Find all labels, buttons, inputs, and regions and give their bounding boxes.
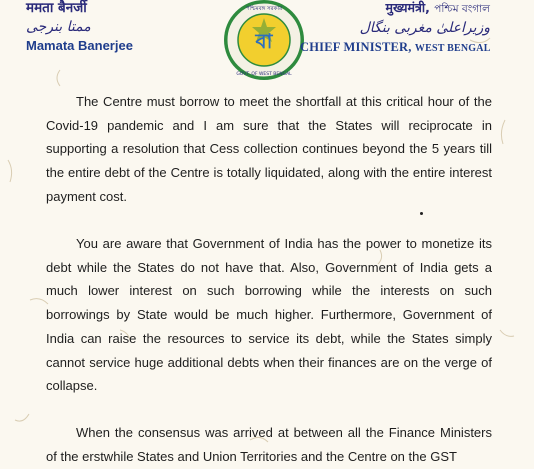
- name-english: Mamata Banerjee: [26, 38, 133, 53]
- emblem-top-text: পশ্চিমবঙ্গ সরকার: [245, 6, 283, 12]
- paragraph-1: The Centre must borrow to meet the shortfall at this critical hour of the Covid-19 pandemic and I am sure that the States will reciprocate in supporting a resolution that Cess collection continues beyond the 5 years till the entire debt of the Centre is totally liquidated, along with the entire interest payment cost.: [46, 94, 492, 204]
- ink-speck: [420, 212, 423, 215]
- paragraph-2: You are aware that Government of India has the power to monetize its debt while the States do not have that. Also, Government of India gets a much lower interest on such borrowing while the interests on such borrowings by State would be much higher. Furthermore, Government of India can raise the resources to service its debt, while the States simply cannot service huge additional debts when their finances are on the verge of collapse.: [46, 236, 492, 394]
- title-bengali: পশ্চিম বংগাল: [434, 3, 490, 15]
- letterhead-left: [26, 0, 196, 54]
- emblem-bottom-text: GOVT. OF WEST BENGAL: [236, 72, 292, 77]
- letter-body: [46, 90, 492, 469]
- name-urdu: ممتا بنرجی: [26, 19, 91, 35]
- title-urdu: وزیراعلیٰ مغربی بنگال: [359, 20, 490, 36]
- title-english-state: WEST BENGAL: [414, 43, 491, 54]
- title-hindi: मुख्यमंत्री,: [385, 0, 430, 15]
- title-hindi-row: [300, 0, 490, 17]
- government-emblem: [222, 0, 306, 82]
- paragraph-3: When the consensus was arrived at between all the Finance Ministers of the erstwhile States and Union Territories and the Centre on the GST: [46, 425, 492, 465]
- letterhead-right: [300, 0, 490, 57]
- title-english: [300, 39, 490, 57]
- svg-text:বা: বা: [255, 29, 273, 53]
- title-english-main: CHIEF MINISTER,: [300, 40, 412, 54]
- name-hindi: ममता बैनर्जी: [26, 0, 87, 16]
